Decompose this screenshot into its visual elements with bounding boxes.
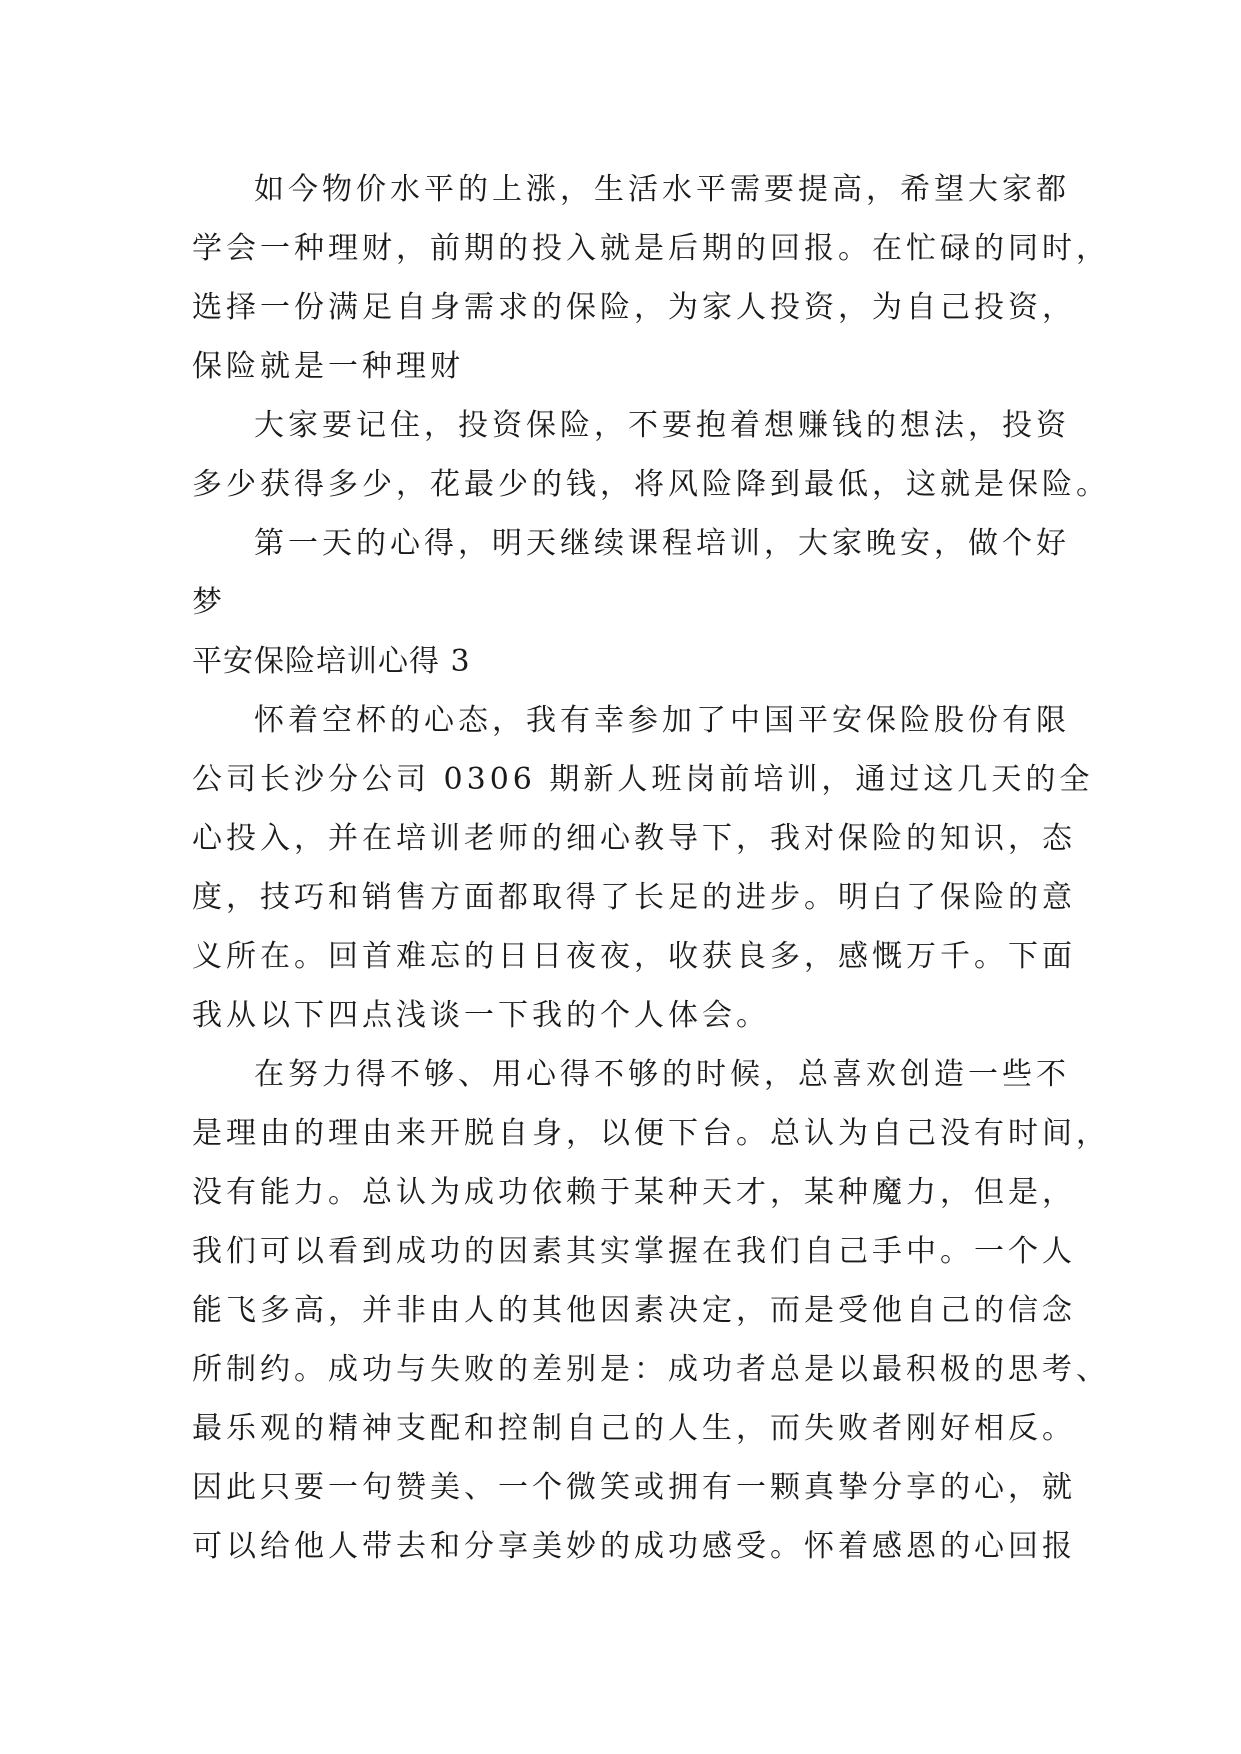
document-body xyxy=(192,160,1110,1576)
paragraph-line: 怀着空杯的心态，我有幸参加了中国平安保险股份有限 xyxy=(254,703,1070,738)
paragraph-line: 没有能力。总认为成功依赖于某种天才，某种魔力，但是， xyxy=(192,1175,1076,1210)
paragraph-line: 选择一份满足自身需求的保险，为家人投资，为自己投资， xyxy=(192,290,1076,325)
paragraph-line: 第一天的心得，明天继续课程培训，大家晚安，做个好 xyxy=(254,526,1070,561)
paragraph-line: 所制约。成功与失败的差别是：成功者总是以最积极的思考、 xyxy=(192,1352,1110,1387)
paragraph-finance xyxy=(192,160,1110,396)
paragraph-line: 度，技巧和销售方面都取得了长足的进步。明白了保险的意 xyxy=(192,880,1076,915)
paragraph-line: 我从以下四点浅谈一下我的个人体会。 xyxy=(192,998,770,1033)
section-heading: 平安保险培训心得 3 xyxy=(192,644,471,679)
paragraph-line: 如今物价水平的上涨，生活水平需要提高，希望大家都 xyxy=(254,172,1070,207)
paragraph-line: 最乐观的精神支配和控制自己的人生，而失败者刚好相反。 xyxy=(192,1411,1076,1446)
paragraph-line: 多少获得多少，花最少的钱，将风险降到最低，这就是保险。 xyxy=(192,467,1110,502)
paragraph-line: 梦 xyxy=(192,585,226,620)
paragraph-line: 能飞多高，并非由人的其他因素决定，而是受他自己的信念 xyxy=(192,1293,1076,1328)
paragraph-line: 义所在。回首难忘的日日夜夜，收获良多，感慨万千。下面 xyxy=(192,939,1076,974)
paragraph-line: 可以给他人带去和分享美妙的成功感受。怀着感恩的心回报 xyxy=(192,1529,1076,1564)
paragraph-line: 在努力得不够、用心得不够的时候，总喜欢创造一些不 xyxy=(254,1057,1070,1092)
paragraph-empty-cup xyxy=(192,691,1094,1045)
paragraph-remember xyxy=(192,396,1110,514)
paragraph-line: 公司长沙分公司 0306 期新人班岗前培训，通过这几天的全 xyxy=(192,762,1094,797)
paragraph-first-day xyxy=(192,514,1070,632)
paragraph-line: 学会一种理财，前期的投入就是后期的回报。在忙碌的同时， xyxy=(192,231,1110,266)
paragraph-line: 大家要记住，投资保险，不要抱着想赚钱的想法，投资 xyxy=(254,408,1070,443)
paragraph-line: 是理由的理由来开脱自身，以便下台。总认为自己没有时间， xyxy=(192,1116,1110,1151)
paragraph-line: 心投入，并在培训老师的细心教导下，我对保险的知识，态 xyxy=(192,821,1076,856)
paragraph-effort xyxy=(192,1045,1110,1576)
paragraph-line: 我们可以看到成功的因素其实掌握在我们自己手中。一个人 xyxy=(192,1234,1076,1269)
paragraph-line: 保险就是一种理财 xyxy=(192,349,464,384)
paragraph-line: 因此只要一句赞美、一个微笑或拥有一颗真挚分享的心，就 xyxy=(192,1470,1076,1505)
